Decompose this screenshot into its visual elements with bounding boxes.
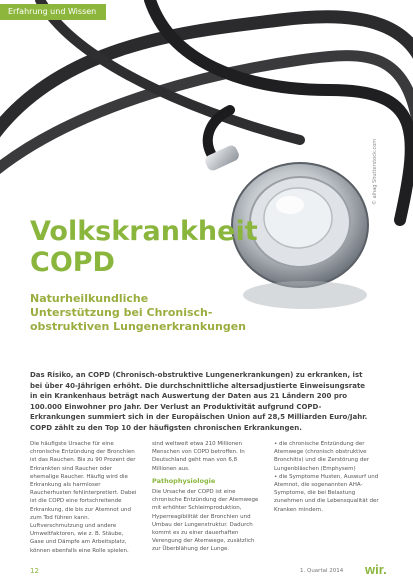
page-number: 12 — [30, 567, 39, 575]
article-subtitle: Naturheilkundliche Unterstützung bei Chronisch- obstruktiven Lungenerkrankungen — [30, 292, 246, 333]
list-item: • die Symptome Husten, Auswurf und Atemnot, die sogenannten AHA-Symptome, die bei Belastung zunehmen und die Lebensqualität der Kranken mindern. — [274, 473, 382, 514]
body-column-3 — [274, 440, 382, 514]
page-footer — [0, 562, 413, 585]
photo-credit: © alhag Shutterstock.com — [372, 138, 378, 205]
body-column-2 — [152, 440, 260, 554]
wir-logo: wir. — [365, 562, 387, 577]
body-column-1-text: Die häufigste Ursache für eine chronische Entzündung der Bronchien ist das Rauchen. Bis zu 90 Prozent der Erkrankten sind Raucher oder ehemalige Raucher. Häufig wird die Erkrankung als harmloser Raucherhusten fehlinterpretiert. Dabei ist die COPD eine fortschreitende Erkrankung, die bis zur Atemnot und zum Tod führen kann. Luftverschmutzung und andere Umweltfaktoren, wie z. B. Stäube, Gase und Dämpfe am Arbeitsplatz, können ebenfalls eine Rolle spielen. — [30, 441, 137, 554]
article-intro: Das Risiko, an COPD (Chronisch-obstruktive Lungenerkrankungen) zu erkranken, ist bei über 40-Jährigen erhöht. Die durchschnittliche altersadjustierte Einweisungsrate in ein Krankenhaus beträgt nach Auswertung der Daten aus 21 Ländern 200 pro 100.000 Einwohner pro Jahr. Der Verlust an Produktivität aufgrund COPD-Erkrankungen summiert sich in der Europäischen Union auf 28,5 Milliarden Euro/Jahr. COPD zählt zu den Top 10 der häufigsten chronischen Erkrankungen. — [30, 371, 368, 432]
section-heading-pathophysiologie: Pathophysiologie — [152, 476, 216, 485]
article-body — [30, 440, 385, 560]
body-column-2-text-a: sind weltweit etwa 210 Millionen Menschen von COPD betroffen. In Deutschland geht man von 6,8 Millionen aus. — [152, 441, 245, 472]
section-tab: Erfahrung und Wissen — [0, 4, 106, 20]
issue-date: 1. Quartal 2014 — [300, 568, 344, 574]
list-item: • die chronische Entzündung der Atemwege (chronisch obstruktive Bronchitis) und die Zerstörung der Lungenbläschen (Emphysem) — [274, 440, 382, 473]
body-column-1 — [30, 440, 138, 555]
body-column-2-text-b: Die Ursache der COPD ist eine chronische Entzündung der Atemwege mit erhöhter Schleimproduktion, Hyperreagibilität der Bronchien und Umbau der Lungenstruktur. Dadurch kommt es zu einer dauerhaften Verengung der Atemwege, zusätzlich zur Überblähung der Lunge. — [152, 489, 259, 553]
article-title: Volkskrankheit COPD — [30, 216, 258, 278]
